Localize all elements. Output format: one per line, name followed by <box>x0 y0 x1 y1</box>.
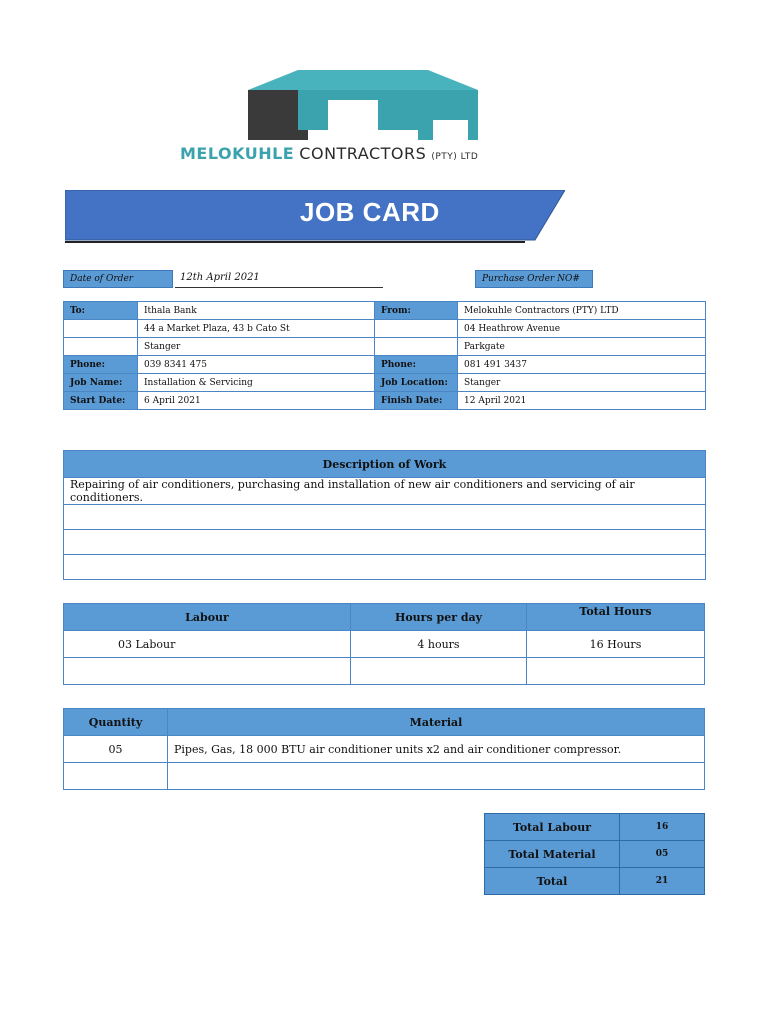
from-line-3: Parkgate <box>458 338 706 356</box>
job-location-label: Job Location: <box>375 374 458 392</box>
material-empty-cell <box>168 763 705 790</box>
date-underline <box>175 287 383 288</box>
labour-header: Labour <box>64 604 351 631</box>
to-label: To: <box>64 302 138 320</box>
material-header: Material <box>168 709 705 736</box>
job-name-label: Job Name: <box>64 374 138 392</box>
quantity-header: Quantity <box>64 709 168 736</box>
total-material-value: 05 <box>620 841 705 868</box>
phone-from-value: 081 491 3437 <box>458 356 706 374</box>
hours-per-day-value: 4 hours <box>351 631 527 658</box>
to-line-3: Stanger <box>138 338 375 356</box>
job-location-value: Stanger <box>458 374 706 392</box>
description-header: Description of Work <box>64 451 706 478</box>
company-name-rest: CONTRACTORS <box>299 144 427 163</box>
start-date-label: Start Date: <box>64 392 138 410</box>
finish-date-label: Finish Date: <box>375 392 458 410</box>
phone-from-label: Phone: <box>375 356 458 374</box>
description-empty-row <box>64 555 706 580</box>
material-table <box>63 708 705 790</box>
labour-empty-cell <box>64 658 351 685</box>
labour-value: 03 Labour <box>64 631 351 658</box>
page-title: JOB CARD <box>300 197 440 227</box>
date-of-order-value: 12th April 2021 <box>180 272 260 283</box>
from-line-1: Melokuhle Contractors (PTY) LTD <box>458 302 706 320</box>
description-empty-row <box>64 505 706 530</box>
company-suffix: (PTY) LTD <box>431 152 479 162</box>
empty-cell <box>375 320 458 338</box>
date-of-order-label: Date of Order <box>63 270 173 288</box>
total-hours-value: 16 Hours <box>527 631 705 658</box>
logo-dark-block <box>248 90 298 140</box>
grand-total-label: Total <box>485 868 620 895</box>
labour-table <box>63 603 705 685</box>
description-text: Repairing of air conditioners, purchasing and installation of new air conditioners and servicing of air conditioners. <box>64 478 706 505</box>
banner-underline <box>65 241 525 243</box>
to-line-1: Ithala Bank <box>138 302 375 320</box>
material-value: Pipes, Gas, 18 000 BTU air conditioner units x2 and air conditioner compressor. <box>168 736 705 763</box>
purchase-order-label: Purchase Order NO# <box>475 270 593 288</box>
from-label: From: <box>375 302 458 320</box>
to-line-2: 44 a Market Plaza, 43 b Cato St <box>138 320 375 338</box>
company-name <box>180 144 570 166</box>
empty-cell <box>64 320 138 338</box>
job-info-table <box>63 301 706 410</box>
phone-to-label: Phone: <box>64 356 138 374</box>
quantity-value: 05 <box>64 736 168 763</box>
total-material-label: Total Material <box>485 841 620 868</box>
job-name-value: Installation & Servicing <box>138 374 375 392</box>
start-date-value: 6 April 2021 <box>138 392 375 410</box>
empty-cell <box>375 338 458 356</box>
total-labour-label: Total Labour <box>485 814 620 841</box>
from-line-2: 04 Heathrow Avenue <box>458 320 706 338</box>
description-empty-row <box>64 530 706 555</box>
labour-empty-cell <box>527 658 705 685</box>
description-table <box>63 450 706 580</box>
material-empty-cell <box>64 763 168 790</box>
hours-per-day-header: Hours per day <box>351 604 527 631</box>
labour-empty-cell <box>351 658 527 685</box>
grand-total-value: 21 <box>620 868 705 895</box>
finish-date-value: 12 April 2021 <box>458 392 706 410</box>
empty-cell <box>64 338 138 356</box>
totals-table <box>484 813 705 895</box>
company-name-bold: MELOKUHLE <box>180 144 295 163</box>
total-hours-header: Total Hours <box>527 604 705 631</box>
total-labour-value: 16 <box>620 814 705 841</box>
phone-to-value: 039 8341 475 <box>138 356 375 374</box>
